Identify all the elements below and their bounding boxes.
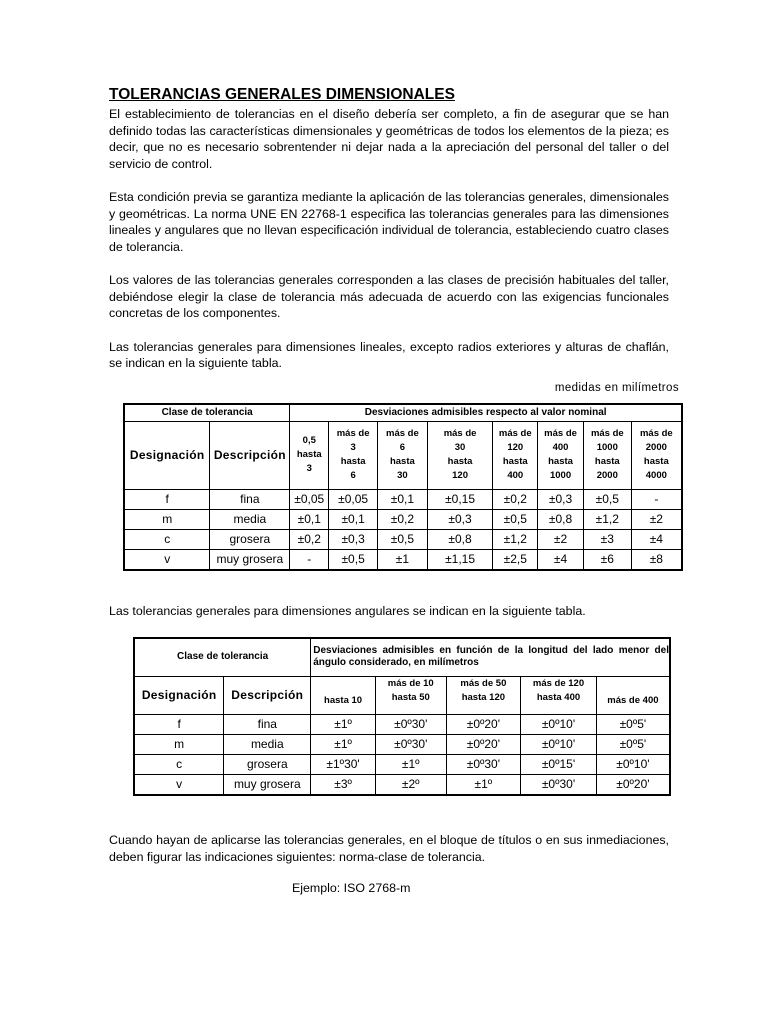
linear-range-text: 120: [452, 470, 468, 481]
description-cell: grosera: [210, 529, 290, 549]
description-cell: fina: [210, 489, 290, 509]
closing-paragraph: Cuando hayan de aplicarse las tolerancias generales, en el bloque de títulos o en sus inmediaciones, deben figurar las indicaciones siguientes: norma-clase de tolerancia.: [109, 833, 669, 864]
value-cell: ±0º15': [521, 754, 597, 774]
table-row: [134, 774, 670, 795]
value-cell: ±0,3: [329, 529, 378, 549]
linear-range-header: [538, 421, 584, 489]
value-cell: ±0,2: [290, 529, 329, 549]
value-cell: ±0º30': [521, 774, 597, 795]
value-cell: ±0,3: [427, 509, 493, 529]
value-cell: ±1º30': [311, 754, 376, 774]
value-cell: ±0º5': [596, 734, 670, 754]
description-cell: muy grosera: [210, 549, 290, 570]
value-cell: ±0º30': [446, 754, 521, 774]
value-cell: ±2º: [375, 774, 446, 795]
value-cell: ±0,8: [427, 529, 493, 549]
value-cell: ±0º5': [596, 714, 670, 734]
linear-range-header: [493, 421, 538, 489]
description-cell: grosera: [224, 754, 311, 774]
value-cell: ±2: [538, 529, 584, 549]
value-cell: ±0º30': [375, 734, 446, 754]
table-row: [134, 714, 670, 734]
designation-cell: m: [134, 734, 224, 754]
angular-range-text: más de 50: [460, 677, 507, 689]
value-cell: ±0,15: [427, 489, 493, 509]
designation-cell: f: [134, 714, 224, 734]
linear-range-text: 30: [454, 442, 466, 453]
designation-header: Designación: [124, 421, 210, 489]
example-note: Ejemplo: ISO 2768-m: [292, 881, 411, 895]
description-header: Descripción: [210, 421, 290, 489]
value-cell: ±0,3: [538, 489, 584, 509]
value-cell: ±1º: [446, 774, 521, 795]
angular-class-header: Clase de tolerancia: [134, 638, 311, 676]
linear-range-header: [290, 421, 329, 489]
value-cell: ±0,2: [493, 489, 538, 509]
value-cell: ±0,5: [378, 529, 428, 549]
linear-range-text: 400: [507, 470, 524, 481]
value-cell: ±0º20': [446, 734, 521, 754]
value-cell: ±1º: [375, 754, 446, 774]
value-cell: ±0º30': [375, 714, 446, 734]
designation-cell: m: [124, 509, 210, 529]
value-cell: ±0,5: [329, 549, 378, 570]
value-cell: -: [631, 489, 682, 509]
description-cell: muy grosera: [224, 774, 311, 795]
value-cell: ±0º20': [446, 714, 521, 734]
angular-designation-header: Designación: [134, 676, 224, 714]
paragraph-1: El establecimiento de tolerancias en el diseño debería ser completo, a fin de asegurar que se han definido todas las características dimensionales y geométricas de todos los elementos de la pieza; es decir, que no es necesario sobrentender ni dejar nada a la apreciación del personal del taller o del servicio de control.: [109, 107, 669, 171]
value-cell: ±0,1: [329, 509, 378, 529]
linear-range-text: 400: [552, 442, 569, 453]
linear-range-text: más de: [336, 428, 370, 439]
linear-range-text: 1000: [596, 442, 618, 453]
value-cell: ±1,15: [427, 549, 493, 570]
linear-range-text: hasta: [340, 456, 366, 467]
table-row: [124, 529, 682, 549]
value-cell: ±6: [583, 549, 631, 570]
page-title: TOLERANCIAS GENERALES DIMENSIONALES: [109, 86, 455, 103]
angular-range-text: más de 10: [387, 677, 434, 689]
linear-range-text: más de: [639, 428, 673, 439]
linear-range-text: 120: [507, 442, 524, 453]
units-note: medidas en milímetros: [554, 381, 679, 394]
linear-range-text: 6: [399, 442, 406, 453]
linear-range-text: hasta: [502, 456, 528, 467]
angular-range-header: [596, 676, 670, 714]
angular-range-text: hasta 400: [536, 691, 581, 703]
linear-range-text: más de: [590, 428, 624, 439]
angular-range-header: [311, 676, 376, 714]
value-cell: ±0,5: [583, 489, 631, 509]
table-row: [124, 509, 682, 529]
angular-description-header: Descripción: [224, 676, 311, 714]
paragraph-3: Los valores de las tolerancias generales corresponden a las clases de precisión habituales del taller, debiéndose elegir la clase de tolerancia más adecuada de acuerdo con las exigencias funcionales concretas de los componentes.: [109, 273, 669, 320]
linear-range-text: hasta: [643, 456, 669, 467]
angular-intro: Las tolerancias generales para dimensiones angulares se indican en la siguiente tabla.: [109, 604, 586, 618]
value-cell: ±4: [538, 549, 584, 570]
angular-range-header: [446, 676, 521, 714]
linear-range-text: más de: [544, 428, 577, 439]
linear-range-text: 2000: [645, 442, 667, 453]
designation-cell: f: [124, 489, 210, 509]
value-cell: ±0,1: [290, 509, 329, 529]
table-row: [134, 734, 670, 754]
value-cell: ±1,2: [583, 509, 631, 529]
linear-range-text: 2000: [596, 470, 618, 481]
value-cell: ±0º20': [596, 774, 670, 795]
class-header: Clase de tolerancia: [124, 404, 290, 421]
value-cell: ±3º: [311, 774, 376, 795]
description-cell: media: [224, 734, 311, 754]
value-cell: ±0º10': [596, 754, 670, 774]
linear-range-text: hasta: [389, 456, 415, 467]
value-cell: ±1: [378, 549, 428, 570]
angular-range-text: más de 400: [607, 694, 659, 706]
linear-range-text: más de: [498, 428, 532, 439]
linear-range-header: [631, 421, 682, 489]
linear-range-text: hasta: [447, 456, 473, 467]
value-cell: ±8: [631, 549, 682, 570]
value-cell: ±0º10': [521, 714, 597, 734]
linear-range-text: más de: [386, 428, 419, 439]
table-row: [124, 549, 682, 570]
angular-deviation-header: Desviaciones admisibles en función de la longitud del lado menor del ángulo considerado, en milímetros: [311, 638, 670, 676]
deviation-header: Desviaciones admisibles respecto al valor nominal: [290, 404, 682, 421]
angular-range-header: [521, 676, 597, 714]
linear-range-header: [583, 421, 631, 489]
linear-range-header: [329, 421, 378, 489]
designation-cell: v: [124, 549, 210, 570]
description-cell: media: [210, 509, 290, 529]
designation-cell: c: [134, 754, 224, 774]
angular-range-text: hasta 50: [391, 691, 430, 703]
value-cell: ±0,8: [538, 509, 584, 529]
value-cell: ±2: [631, 509, 682, 529]
linear-tolerance-table: [123, 403, 683, 571]
linear-range-text: hasta: [548, 456, 573, 467]
linear-range-text: 4000: [645, 470, 667, 481]
table-row: [134, 754, 670, 774]
value-cell: ±0º10': [521, 734, 597, 754]
linear-range-text: hasta: [296, 449, 322, 460]
linear-range-header: [378, 421, 428, 489]
angular-range-header: [375, 676, 446, 714]
angular-range-text: hasta 10: [324, 694, 363, 706]
table-row: [124, 489, 682, 509]
angular-range-text: hasta 120: [461, 691, 506, 703]
linear-range-text: 1000: [549, 470, 572, 481]
value-cell: ±0,1: [378, 489, 428, 509]
description-cell: fina: [224, 714, 311, 734]
linear-range-header: [427, 421, 493, 489]
linear-range-text: 0,5: [302, 435, 316, 446]
paragraph-2: Esta condición previa se garantiza mediante la aplicación de las tolerancias generales, dimensionales y geométricas. La norma UNE EN 22768-1 especifica las tolerancias generales para las dimensiones lineales y angulares que no llevan especificación individual de tolerancia, estableciendo cuatro clases de tolerancia.: [109, 190, 669, 254]
value-cell: ±0,2: [378, 509, 428, 529]
linear-range-text: 6: [350, 470, 356, 481]
value-cell: ±1º: [311, 734, 376, 754]
value-cell: -: [290, 549, 329, 570]
value-cell: ±0,5: [493, 509, 538, 529]
value-cell: ±1,2: [493, 529, 538, 549]
value-cell: ±4: [631, 529, 682, 549]
value-cell: ±0,05: [290, 489, 329, 509]
paragraph-4: Las tolerancias generales para dimensiones lineales, excepto radios exteriores y alturas de chaflán, se indican en la siguiente tabla.: [109, 339, 669, 370]
linear-range-text: 3: [350, 442, 356, 453]
document-body: [109, 86, 679, 396]
designation-cell: v: [134, 774, 224, 795]
value-cell: ±3: [583, 529, 631, 549]
value-cell: ±1º: [311, 714, 376, 734]
linear-range-text: 30: [397, 470, 408, 481]
designation-cell: c: [124, 529, 210, 549]
angular-range-text: más de 120: [532, 677, 585, 689]
value-cell: ±0,05: [329, 489, 378, 509]
linear-range-text: más de: [443, 428, 477, 439]
value-cell: ±2,5: [493, 549, 538, 570]
linear-range-text: hasta: [594, 456, 620, 467]
angular-tolerance-table: [133, 637, 671, 796]
linear-range-text: 3: [306, 463, 312, 474]
